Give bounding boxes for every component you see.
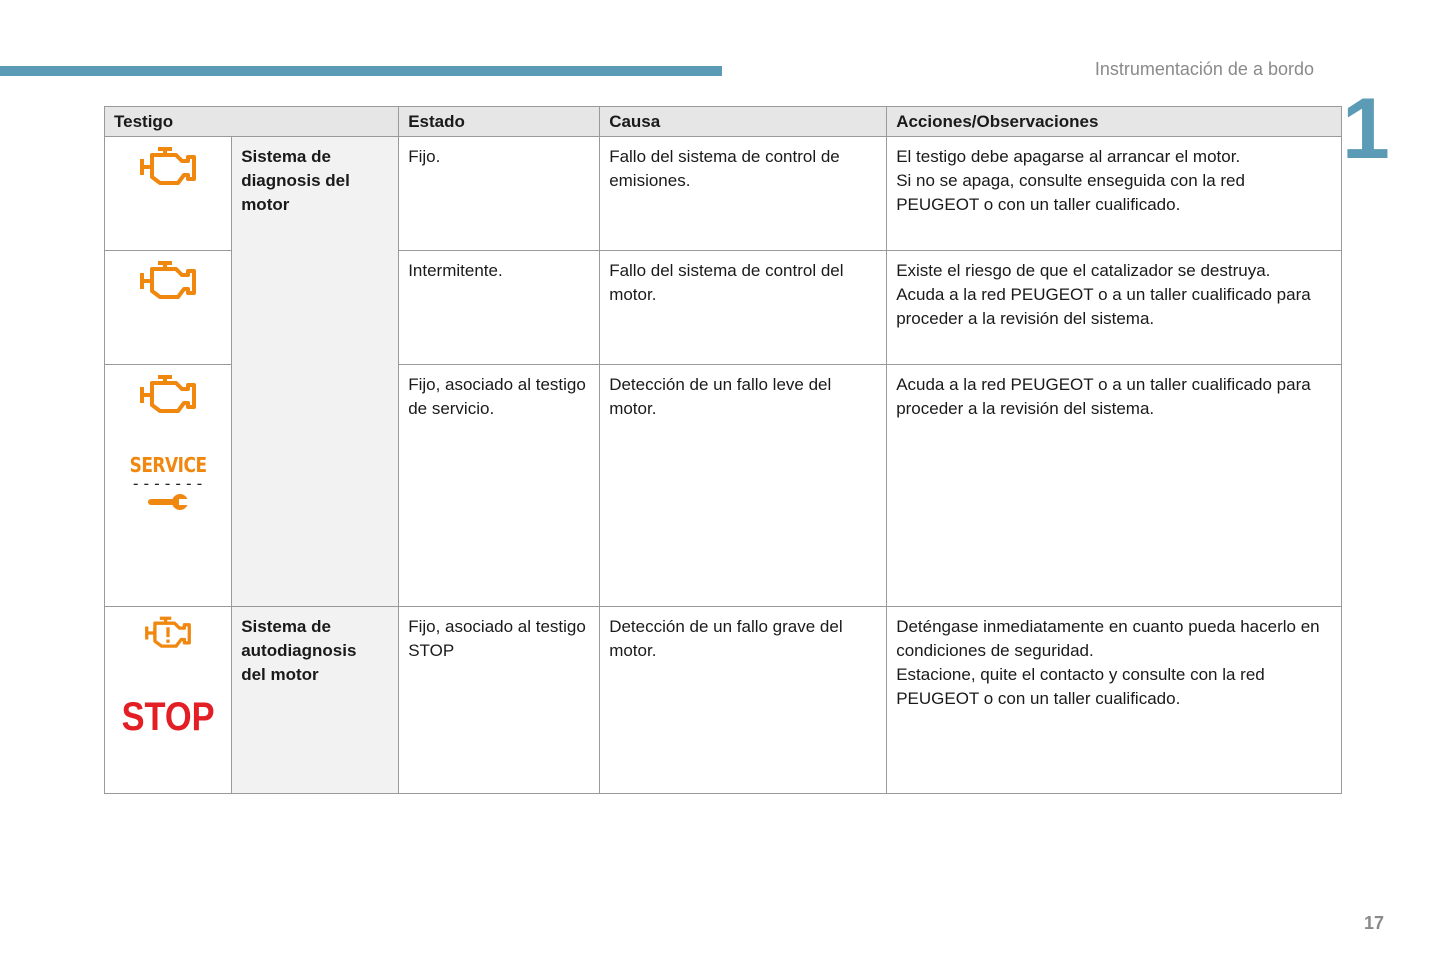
acciones-cell: Acuda a la red PEUGEOT o a un taller cualificado para proceder a la revisión del sistema. (887, 365, 1342, 607)
table-row (105, 137, 1342, 251)
service-dashes: ------- (130, 474, 206, 493)
table-header-row (105, 107, 1342, 137)
estado-cell: Fijo, asociado al testigo de servicio. (399, 365, 600, 607)
stop-icon: STOP (121, 695, 215, 739)
header-testigo: Testigo (105, 107, 399, 137)
icon-cell (105, 251, 232, 365)
warning-lights-table (104, 106, 1342, 794)
acciones-cell: Deténgase inmediatamente en cuanto pueda hacerlo en condiciones de seguridad. Estacione, quite el contacto y consulte con la red PEUGEOT o con un taller cualificado. (887, 607, 1342, 794)
acciones-cell: El testigo debe apagarse al arrancar el motor. Si no se apaga, consulte enseguida con la red PEUGEOT o con un taller cualificado. (887, 137, 1342, 251)
icon-cell (105, 137, 232, 251)
chapter-number: 1 (1342, 81, 1390, 177)
group-name-autodiagnosis: Sistema de autodiagnosis del motor (232, 607, 399, 794)
engine-warning-icon (138, 259, 198, 303)
wrench-icon (146, 493, 190, 511)
causa-cell: Detección de un fallo grave del motor. (600, 607, 887, 794)
group-name-diagnosis: Sistema de diagnosis del motor (232, 137, 399, 607)
causa-cell: Detección de un fallo leve del motor. (600, 365, 887, 607)
table-row (105, 607, 1342, 794)
header-acciones: Acciones/Observaciones (887, 107, 1342, 137)
icon-cell (105, 365, 232, 607)
causa-cell: Fallo del sistema de control de emisiones. (600, 137, 887, 251)
top-accent-bar (0, 66, 722, 76)
acciones-cell: Existe el riesgo de que el catalizador se destruya. Acuda a la red PEUGEOT o a un taller cualificado para proceder a la revisión del sistema. (887, 251, 1342, 365)
header-estado: Estado (399, 107, 600, 137)
estado-cell: Fijo. (399, 137, 600, 251)
section-title: Instrumentación de a bordo (1094, 59, 1314, 79)
engine-warning-icon (138, 145, 198, 189)
engine-warning-icon (138, 373, 198, 417)
icon-cell (105, 607, 232, 794)
estado-cell: Intermitente. (399, 251, 600, 365)
service-wrench-icon (129, 454, 207, 511)
causa-cell: Fallo del sistema de control del motor. (600, 251, 887, 365)
estado-cell: Fijo, asociado al testigo STOP (399, 607, 600, 794)
header-causa: Causa (600, 107, 887, 137)
page-number: 17 (1364, 913, 1385, 933)
engine-fault-exclamation-icon (143, 615, 193, 651)
service-label: SERVICE (129, 454, 207, 478)
